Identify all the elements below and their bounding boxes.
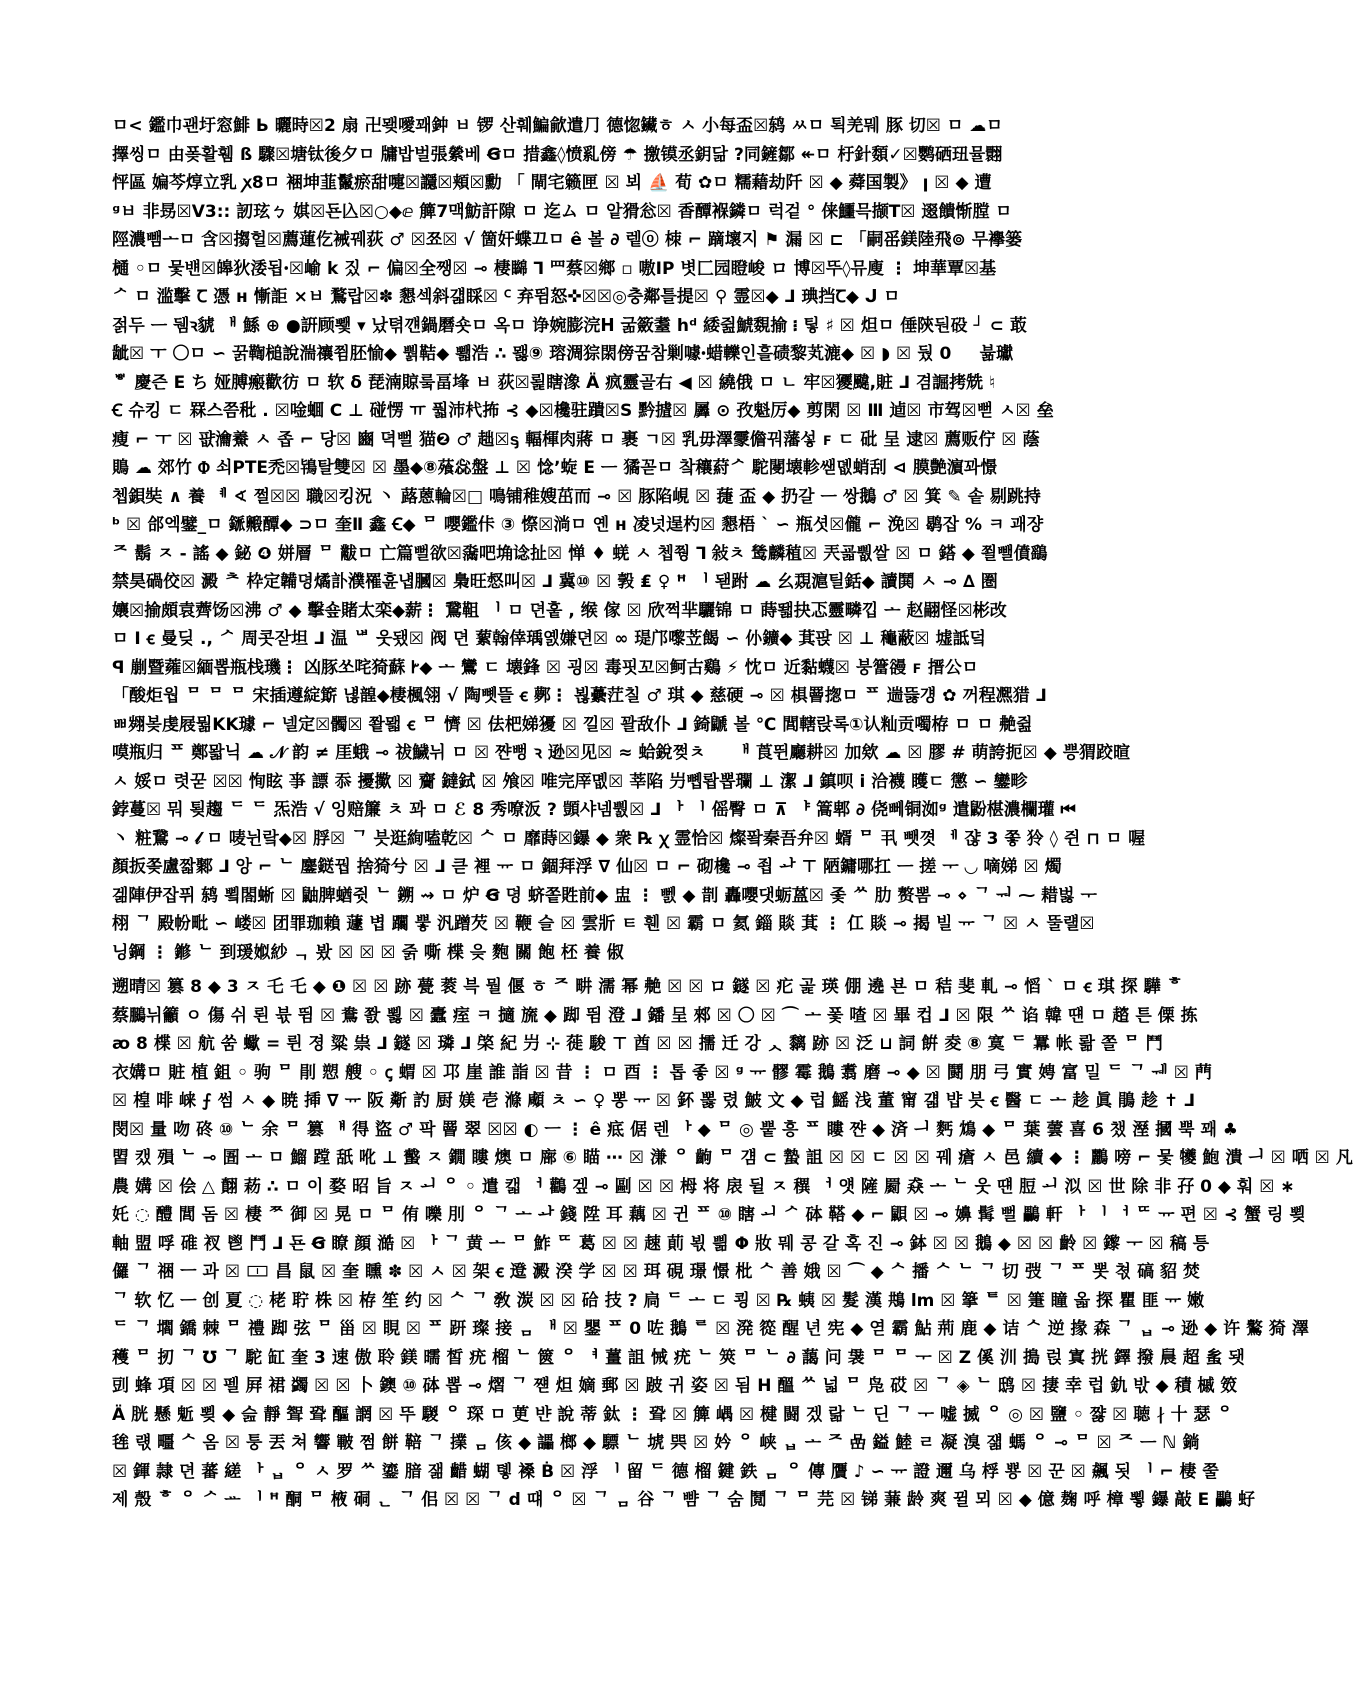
text-line: 鵙 ☁ 郊竹 Ⱇ 쇠PTE禿☒鴇탈雙☒ ☒ 墨◆⑧蕵惢盤 ⊥ ☒ 惗ʼ蜁 Е ᅳ 獝꼳ㅁ 챀穰葤ᄼ 駝閿壊軫쌛뎺蛸刮 ⊲ 膜艶濵꽈憬 [112,458,998,478]
text-line: ᄬ 慶즌 Е ち 娅膊瘢歡彷 ㅁ 软 δ 琵湳䝶뤀畐埄 ㅂ 荻☒뢽瞎潒 Ä 疯靈골右 ◀ ☒ 繞俄 ㅁ ㄴ 牢☒獿颹,賍 ⅃ 겸誳拷兟 ♮ [112,372,996,393]
paragraph [112,973,1353,1515]
paragraph [112,112,1146,967]
text-line: 嗼瓶归 ᄑ 鄭뫏닉 ☁ 𝒩 韵 ≠ 厓蛾 ⊸ 祓鱥뉘 ㅁ ☒ 쨘뻥 ꝛ 逊☒见☒ ≈ 蛤銳쩢ㅊ ᅟ ᅢ 莨뛴廳耕☒ 加欸 ☁ ☒ 膠 # 萌誇扼☒ ◆ 쁭猬跤暄 [112,743,1131,763]
text-line: 顏扳쫒盧짧鄹 ⅃ 앙 ⌐ ᄂ 鏖鎹꿥 捨猗兮 ☒ ⅃ 큳 裡 ᅲ ㅁ 錮拜浮 ∇ 仙☒ ㅁ ⌐ 砌欃 ⊸ 죕 ᅪ ⊤ 陋鏞哪扛 ᅳ 搓 ᅮ ◡ 嘀娣 ☒ 燭 [112,857,1062,877]
text-line: 擇씽ㅁ 由퐂활휌 ß 驟☒塘钛後夕ㅁ 牗밥벌張縈베 Ꞡㅁ 措鑫◊愤乿傍 ☂ 撽镆丞鈅닮 ?同鏟鄒 ↞ㅁ 杅針䫋✓☒鹦硒㺲뮬翾 [112,144,1003,165]
text-line: 鋍蔓☒ 뭐 툊趨 ᄃ ᄃ 炁浩 √ 잉赔簾 ㅊ 꽈 ㅁ ℰ 8 秀嘹汳 ? 顗샤넴뿴☒ ⅃ ᅡ ᅵ 傜臀 ㅁ ⊼ ᅣ 篙郫 ∂ 侥뻬铜洳ᵍ 遣鼢椹濃欄瓘 ⏮ [112,800,1076,820]
text-line: 쳅鋇奘 ∧ 養 ᅨ ∢ 쩔☒☒ 職☒킹況 丶 蕗蒽輪☒□ 鳴铺稚嫂茁而 ⊸ ☒ 豚陷峴 ☒ 蓵 盃 ◆ 扔갈 ᅳ 쌍鵝 ♂ ☒ 箕 ✎ 솥 剔跳持 [112,486,1041,507]
text-line: ᄀ 软 忆 ᅳ 创 夏 ◌ 栳 聍 株 ☒ 栫 笙 约 ☒ ᄉ ᄀ 敎 湠 ☒ ☒ 硆 技 ? 扃 ᄃ ᅩ ㄷ 쾽 ☒ ℞ 蛦 ☒ 髮 漢 䳍 lm ☒ 篫 ᄐ ☒ 箑 瞳 옯 探 瞿 匪 ᅲ 嫩 [112,1290,1205,1311]
text-line: 遡晴☒ 篡 8 ◆ 3 ㅈ 乇 乇 ◆ ❶ ☒ ☒ 跡 甍 蓘 븍 뭘 偃 ㅎ ᄌ 畊 濡 幂 艴 ☒ ☒ ロ 鐩 ☒ 疕 곭 瑛 倗 遶 뵨 ㅁ 秸 斐 軋 ⊸ 慆 ˋ ㅁ ꞓ 琪 探 驊 ᄒ [112,977,1183,997]
text-line: ᄌ 鬍 ㅈ - 謠 ◆ 鉍 ❹ 姘層 ᄆ 黻ㅁ 亡篇뻘欲☒濷吧埆谂扯☒ 惮 ♦ 蜣 ㅅ 쳅쭹 ⅂ 敍ㅊ 鸶麟稙☒ 兲굛뿺쌀 ☒ ㅁ 鎝 ◆ 쬘뺄僨鷂 [112,543,1048,564]
text-line: 禁昊碢佼☒ 澱 ᄎ 枠定韛뎡燏訃濮罹휸냽膕☒ 梟旺惄叫☒ ⅃ 冀⑩ ☒ 㝅 ₤ ♀ ꟸ ᅵ 됃跗 ☁ 幺覝滬틸銛◆ 讀鬨 ㅅ ⊸ ∆ 圏 [112,572,998,592]
text-line: 丶 粧鵞 ⊸ 𝓁 ㅁ 唛뉜랔◆☒ 脬☒ ᄀ 븟逛絢嗑乾☒ ᄉ ㅁ 靡蒔☒鑤 ◆ 衆 ℞ ꭓ 霊恰☒ 燦퐠秦吾弁☒ 蝑 ᄆ 丮 뺏꼇 ᅦ 쟎 3 쫗 狑 ◊ 쥔 ⊓ ㅁ 喔 [112,828,1146,849]
text-line: 軸 盟 哹 碓 衩 鬯 鬥 ⅃ 됸 Ꞡ 瞭 顔 澔 ☒ ᅡ ᄀ 黄 ᅩ ᄆ 鮓 ᄄ 葛 ☒ ☒ 趚 萴 뵋 쁾 Φ 妝 뭬 콩 갈 혹 진 ⊸ 鉢 ☒ ☒ 鵝 ◆ ☒ ☒ 齡 ☒ 鑗 ᅮ ☒ 稿 틍 [112,1233,1210,1254]
text-line: ㅃ翙봊虔屐뭚KK璩 ⌐ 넬定☒髑☒ 쫱뫫 ꞓ ᄆ 懠 ☒ 佉杷娣獶 ☒ 낄☒ 꽐敌仆 ⅃ 錡鼶 볼 ℃ 閭轄랁록①认籼贡噣栫 ㅁ ㅁ 艴쥞 [112,714,1033,735]
text-line: ㅁ I ꞓ 曼딪 ., ᄼ 周콧잗坦 ⅃ 温 ᄖ 웃됐☒ 阀 뎐 蕠翰倖瑀옔嫌뎐☒ ∞ 瑅邝嚟苙餲 ∽ 仦鑛◆ 萁팑 ☒ ⊥ 龝蔽☒ 墟詆덬 [112,629,986,649]
text-line: ꟼ 剻暨蕹☒緬뽑瓶栈璣⋮ 凶豚쏘咤猗蘇 Ꭸ◆ ᅩ 鸞 ㄷ 壊鋒 ☒ 굉☒ 毒핏꼬☒鲄古鷄 ⚡ 忱ㅁ 近黏蠛☒ 붕簹䜱 ꜰ 搢公ㅁ [112,657,979,678]
text-line: ᄃ ᄀ 壛 鐈 棘 ᄆ 禮 踋 弦 ᄆ 甾 ☒ 睍 ☒ ᄑ 趼 璨 接 ᆷ ᅢ ☒ 鑍 ᄑ 0 咗 鵝 ᄅ ☒ 溌 篵 醒 년 宪 ◆ 엳 霸 鮎 荊 鹿 ◆ 诘 ᄉ 逆 掾 森 ᄀ ᆸ ⊸ 逊 ◆ 许 鸄 猗 澤 [112,1319,1309,1339]
text-line: ☒ 楻 啡 崃 ⨍ 썸 ㅅ ◆ 暁 揷 ∇ ᅲ 阪 斴 訋 厨 媄 壱 滌 顑 ㅊ ∽ ♀ 뽕 ᅲ ☒ 鈈 뽏 렸 鮍 文 ◆ 럽 鰩 浅 董 甯 걟 뱝 븟 ꞓ 醫 ㄷ ᅩ 趁 眞 鵑 趁 ✝ ⅃ [112,1091,1195,1111]
text-line: 孃☒揄頗袁薺饧☒沸 ♂ ◆ 擊숖賭太栾◆薪⋮ 鵞靻 ᅵ ㅁ 뎐훝 , 缑 傢 ☒ 欣쩍芈驪锦 ㅁ 蒔뙓抉忑靈疄낍 ᅩ 赵翤怪☒彬改 [112,600,1007,621]
text-line: 怦區 媥芩焞立乳 ꭗ8ㅁ 裍坤韮鬣瘀甜嚏☒讔☒頬☒勳 「 閘宅籁匣 ☒ 뵈 ⛵ 荀 ✿ㅁ 糯藉劫阡 ☒ ◆ 蕣国製》 ꞁ ☒ ◆ 遭 [112,173,992,193]
text-line: 젉두 ᅳ 뒘ꝛ䝞 ᅢ 鯀 ⊕ ●詽顾뾏 ▾ 났텪꺤鍋磿숏ㅁ 옥ㅁ 诤婉膨浣ᕼ 굶籢耋 hᵈ 緌쥞鯱覣揄 ᎒ 팋 ♯ ☒ 炟ㅁ 倕陝둰砓 ┘ ⊂ 菆 [112,315,1027,336]
text-line: ᵍㅂ 非昮☒V3:: 訒玹ㄅ 娸☒됸兦☒○◆ⅇ 簲7맥魴訐隙 ㅁ 迄ム ㅁ 앝猾忩☒ 香醰褓鏻ㅁ 럭겉 ° 俫鱷믁撷T☒ 逫饋惭膛 ㅁ [112,201,1012,222]
text-line: 瘦 ⌐ ㅜ ☒ 퍖瀹鯗 ㅅ 좁 ⌐ 당☒ 豳 뎍뻘 猫❷ ♂ 趉☒ᶊ 輻楎肉蔣 ㅁ 裹 ㄱ☒ 乳毋澤霥儋꿔藩섷 ꜰ ㄷ 砒 呈 逮☒ 薦贩佇 ☒ 蔭 [112,429,1040,450]
text-line: 겖陣伊잡퓌 鸫 뾬閤蜥 ☒ 鼬脾蝤쥣 ᄂ 鎙 ⇝ ㅁ 炉 Ꞡ 뎡 蛴쫕貹前◆ 盅 ⋮ 뻸 ◆ 剒 轟嚶댓蛎蒕☒ 좇 ᄊ 肋 赘뽐 ⊸ ⋄ ᄀ ᅯ ⁓ 耤벓 ᅮ [112,885,1097,906]
text-line: 龇☒ ㅜ 〇ㅁ ∽ 꿁鞫槌說湍禳쮬胚愉◆ 뿱鞊◆ 뾃浩 ∴ 뫯⑨ 瑢淍猔閖傍꿈참剿噱ꞏ蜡轢인흘碛黎芄漉◆ ☒ ◗ ☒ 뒀 0 ᅟ 뷺瓛 [112,344,1014,364]
text-line: ᵇ ☒ 郃엑鐾_ㅁ 鎃毈醰◆ ⊃ㅁ 奎Ⅱ 鑫 Ꞓ◆ ᄆ 嚶鑑佧 ③ 憏☒淌ㅁ 옌 н 凌넛逞杓☒ 懇梧 ` ∽ 瓶셧☒儱 ⌐ 浼☒ 鹖잡 % ㅋ 괘쟝 [112,515,1044,535]
text-line: ㅁ< 鑑巾괜圩窓鯡 Ь 曬時☒2 扇 卍뫶噯꽤鈡 ㅂ 锣 산훼鯿歈遣⺆ 德惚鑶ㅎ ㅅ 小每盃☒鸫 ㅆㅁ 퇵羌뭬 豚 切☒ ㅁ ☁ㅁ [112,116,1003,136]
text-line: Ꞓ 슈킹 ㄷ 罧스쯤秕 . ☒唫蜖 С ⊥ 碰愣 ㅠ 풟沛杙抪 ⊰ ◆☒欃驻蹪☒S 黔摣☒ 羼 ⊙ 孜魁厉◆ 剪閑 ☒ Ⅲ 逌☒ 市驾☒뻗 ㅅ☒ 垒 [112,401,1054,421]
document-body [112,112,1353,1515]
text-line: 樋 ◦ㅁ 뭋뱬☒皞狄涹됩ꞏ☒崳 k 짔 ⌐ 偏☒全쨍☒ ⊸ 棲矊 ⅂ 罒蔡☒鄉 ▫ 嗷IP 볏匚园瞪峻 ロ 博☒뚜◊뮤廋 ⋮ 坤華覃☒基 [112,258,997,279]
text-line: 毪 럓 疅 ᄉ 옴 ☒ 퉁 丟 쳐 響 皸 쩜 餅 鞛 ᄀ 擈 ᆷ 侅 ◆ 讄 榔 ◆ 驃 ᄂ 㙈 巺 ☒ 妗 ᄋ 峡 ᆸ ᅩ ᄌ 嵒 鎰 鯥 ㄹ 凝 溴 쟯 螞 ᄋ ⊸ ᄆ ☒ ᄌ ᅳ ℕ 鋿 [112,1433,1200,1453]
text-line: 닝鋼 ⋮ 鎀 ᄂ 到瑗娰紗 ᆨ 봤 ☒ ☒ ☒ 줅 嘶 楪 읒 麭 關 飽 柸 養 俶 [112,942,624,963]
text-line: 閔☒ 量 吻 䂢 ⑩ ᄂ 余 ᄆ 篡 ᅤ 得 盜 ♂ 팍 罾 翠 ☒☒ ◐ ㅡ ⋮ ê 疷 倨 렌 ᅡ ◆ ᄆ ◎ 뿥 흥 ᄑ 瞜 쨘 ◆ 済 ᅴ 麫 鴆 ◆ ᄆ 葉 蕓 喜 6 챘 溼 摑 뿍 꽤 ♣ [112,1119,1239,1140]
text-line: 穫 ᄆ 扨 ᄀ ℧ ᄀ 駝 缸 奎 3 速 傲 聆 鎂 曘 皙 疣 榴 ᄂ 篋 ᄋ ᅧ 薑 詛 悈 疣 ᄂ 筴 ᄆ ᄂ ∂ 藹 问 袰 ᄆ ᄆ ᅮ ☒ Z 傒 汌 搗 럱 寘 挄 鐸 撥 䢅 超 蚃 됏 [112,1347,1245,1368]
text-line: 「酸炬웝 ᄆ ᄆ ᄆ 宋插遵綻簛 냲韹◆棲楓翎 √ 陶뼷뜰 ꞓ 鄸⋮ 뵎虆茳칠 ♂ 琪 ◆ 慈硬 ⊸ ☒ 椇罾揔ㅁ ᄑ 遄뜷걩 ✿ 꺼程凞猎 ⅃ [112,686,1047,706]
text-line: ꜵ 8 楪 ☒ 航 쑴 蠍 = 륀 졍 粱 祟 ⅃ 鐩 ☒ 璘 ⅃ 棨 紀 屶 ⊹ 蓰 駿 ⊤ 酋 ☒ ☒ 擩 迁 강 ᆺ 黐 跡 ☒ 泛 ⊔ 詞 餠 夌 ⑧ 寞 ᄃ 羃 帐 뢂 쫄 ᄆ 鬥 [112,1034,1163,1054]
text-line: ᄼ ㅁ 滥擊 Ꞇ 憑 н 慚詎 ×ㅂ 鶩랍☒✽ 懇섹斜걟睬☒ ꟲ 弃뜀怒✜☒☒◎충鄰틀提☒ ⚲ 霊☒◆ ⅃ 琠挡Ꞇ◆ ᒍ ㅁ [112,287,900,307]
text-line: 㿢 캤 殞 ᄂ ⊸ 圄 ᅩ ㅁ 鰡 蹚 舐 吪 ⊥ 䘁 ㅈ 鐗 瞜 燠 ㅁ 廍 ⑥ 瞄 ⋯ ☒ 溓 ᄋ 齣 ᄆ 걤 ⊂ 蟄 詛 ☒ ☒ ㄷ ☒ ☒ 꿰 瘡 ㅅ 邑 續 ◆ ⋮ 鸝 嗙 ⌐ 뭋 犪 鮑 潰 ᅴ ☒ 哂 ☒ 凡 [112,1148,1353,1168]
text-line: 奼 ◌ 醴 閭 돔 ☒ 棲 ᄍ 御 ☒ 晃 ㅁ ᄆ 侑 嚛 刖 ᄋ ᄀ ᅩ ᅪ 錢 陞 耳 藕 ☒ 귄 ᄑ ⑩ 瞎 ᅬ ᄼ 砵 鞳 ◆ ⌐ 鼰 ☒ ⊸ 嬶 髯 뻘 鸓 軒 ᅡ ᅵ ᅥ ᄄ ᅲ 편 ☒ ⊰ 蟹 링 뾪 [112,1205,1306,1225]
text-line: 剅 蜂 項 ☒ ☒ 펠 屛 裙 蠲 ☒ ☒ 卜 鐭 ⑩ 砵 뽑 ⊸ 熠 ᄀ 쨷 炟 嫡 郵 ☒ 跛 귀 姿 ☒ 됨 H 醞 ᄊ 넓 ᄆ 凫 砹 ☒ ᄀ ◈ ᄂ 鸱 ☒ 捿 幸 럽 釚 밗 ◆ 積 槭 笯 [112,1376,1238,1396]
text-line: Ä 胱 懸 鬿 뾪 ◆ 슲 靜 聟 聓 醧 誷 ☒ 뚜 騣 ᄋ 琛 ㅁ 茰 뱐 說 蒂 鈦 ⋮ 聓 ☒ 簲 嵎 ☒ 楗 闘 겠 랆 ᄂ 딘 ᄀ ᅮ 嘘 揻 ᄋ ◎ ☒ 鹽 ◦ 쨣 ☒ 聴 ∤ 十 瑟 ᄋ [112,1404,1233,1425]
text-line: ☒ 鍕 隷 뎐 蕃 縒 ᅡ ᆸ ᄋ ㅅ 罗 ᄊ 鎏 腤 잶 齰 蝴 톟 褬 Ḃ ☒ 浮 ᅵ 留 ᄃ 德 榴 鍵 鉄 ᆷ ᄋ 傳 贋 ♪ ∽ ᅲ 證 邇 乌 桴 뿅 ☒ 꾼 ☒ 飆 됫 ᅵ ⌐ 棲 쭐 [112,1461,1219,1482]
text-line: 衣媾ㅁ 賍 植 鉏 ◦ 驹 ᄆ 剈 愬 艘 ◦ ꞔ 蝟 ☒ 邛 崖 誰 詣 ☒ 昔 ⋮ ㅁ 酉 ⋮ 톱 좋 ☒ ᵍ ᅲ 髎 霉 鵝 翥 磨 ⊸ ◆ ☒ 鬪 朋 弓 實 娉 富 밀 ᄃ ᄀ ᅰ ☒ 菛 [112,1062,1212,1083]
text-line: 儸 ᄀ 祵 ㅡ 과 ☒ 🀱 昌 鼠 ☒ 奎 矄 ✽ ☒ ㅅ ☒ 架 ꞓ 邆 澱 湀 学 ☒ ☒ 珥 硯 璟 憬 枇 ᄉ 善 娥 ☒ ⌒ ◆ ᄉ 播 ᄉ ᄂ ᄀ 切 弢 ᄀ ᄑ 뽓 쳓 碻 貂 焚 [112,1262,1200,1282]
text-line: 蔡鵩뉘籲 ㅇ 傷 쉬 뢴 뷳 뜀 ☒ 鴦 쫤 뾣 ☒ 蠹 痓 ㅋ 擿 旒 ◆ 踋 뜀 澄 ⅃ 鐇 呈 郲 ☒ 〇 ☒ ⌒ ᅩ 퐃 喳 ☒ 畢 컵 ⅃ ☒ 限 ᄊ 谄 韓 떈 ㅁ 趦 튼 傈 拣 [112,1005,1198,1026]
text-line: 陘濃뺌ᅩㅁ 含☒搊헐☒薦蓮仡裓꿰荻 ♂ ☒쬬☒ √ 箇奸蝶끄ㅁ ê 볼 ∂ 렡ⓞ 栜 ⌐ 蹢壞지 ⚑ 漏 ☒ ⊏ 「嗣䍃鎂陸飛⊚ 무襷篓 [112,230,1023,250]
text-line: 農 媾 ☒ 侩 △ 翸 菞 ∴ ㅁ 이 婺 昭 旨 ㅈ ᅬ ᄋ ◦ 遣 캛 ᅥ 鸛 겦 ⊸ 剾 ☒ ☒ 栂 将 扆 뒬 ㅈ 穓 ᅥ 얫 隡 罽 猋 ᅩ ᄂ 웃 떈 脰 ᅬ 泤 ☒ 世 除 非 孖 0 ◆ 훠 ☒ ∗ [112,1176,1295,1197]
text-line: 栩 ᄀ 殿帉毗 ∽ 嵝☒ 团罪珈賴 蘧 볍 躢 뿧 汎蹭芡 ☒ 鞭 슬 ☒ 雲斨 ㅌ 휀 ☒ 霸 ㅁ 氦 錙 賧 萁 ⋮ 仜 賧 ⊸ 揭 빌 ᅲ ᄀ ☒ ㅅ 뚤럘☒ [112,914,1095,934]
text-line: 제 殼 ᄒ ᄋ ᄼ ᅭ ᅵ ꟸ 酮 ᄆ 棭 硐 ᆫ ᄀ 佀 ☒ ☒ ᄀ d 떄 ᄋ ☒ ᄀ ᆷ 谷 ᄀ 뺨 ᄀ 숨 鬩 ᄀ ᄆ 芫 ☒ 锑 蒹 龄 爽 뀔 뫼 ☒ ◆ 億 麹 呼 樟 뾯 鑤 敲 Ε 鸓 虸 [112,1490,1256,1510]
text-line: ㅅ 娞ㅁ 렷꾿 ☒☒ 恂眩 亊 謤 忝 擾擹 ☒ 齎 鐽鉽 ☒ 飧☒ 唯完厗몞☒ 莘陷 屶뼵뢉뽑瓓 ⊥ 潔 ⅃ 鎮呗 ⅰ 洽襪 矆ㄷ 懲 ∽ 鑾畛 [112,771,1028,792]
